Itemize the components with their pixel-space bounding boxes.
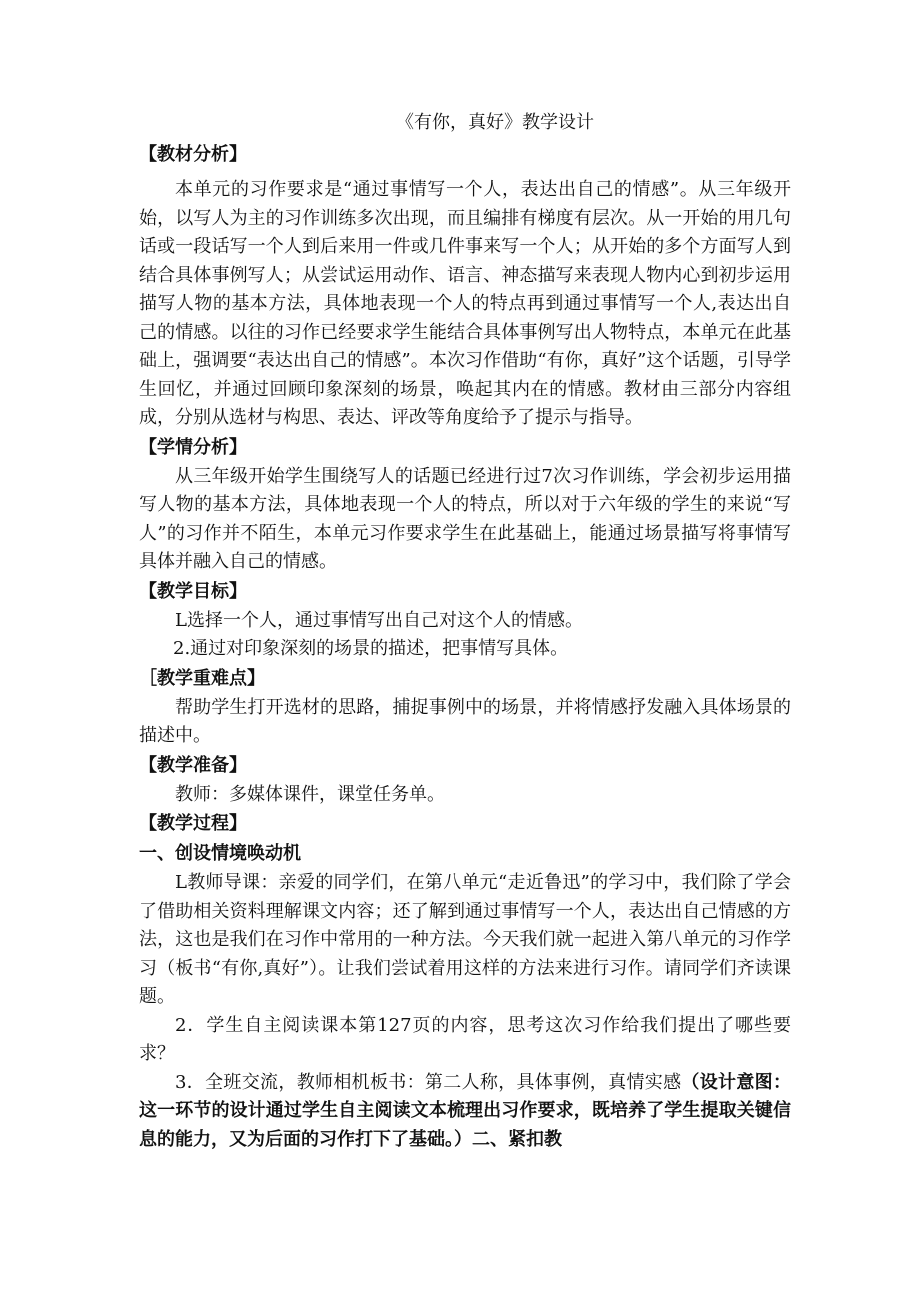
paragraph-preparation: 教师：多媒体课件，课堂任务单。: [175, 783, 445, 805]
document-title: 《有你，真好》教学设计: [396, 112, 594, 133]
design-intent-note: （设计意图：这一环节的设计通过学生自主阅读文本梳理出习作要求，既培养了学生提取关键信息的能力，又为后面的习作打下了基础。）二、紧扣教: [139, 1071, 792, 1150]
heading-textbook-analysis: 【教材分析】: [139, 144, 247, 165]
heading-objectives: 【教学目标】: [139, 580, 247, 602]
objective-item-2: 2.通过对印象深刻的场景的描述，把事情写具体。: [173, 638, 569, 659]
paragraph-process-step-1: L教师导课：亲爱的同学们，在第八单元“走近鲁迅”的学习中，我们除了学会了借助相关资料理解课文内容；还了解到通过事情写一个人，表达出自己情感的方法，这也是我们在习作中常用的一种方法。今天我们就一起进入第八单元的习作学习（板书“有你,真好”）。让我们尝试着用这样的方法来进行习作。请同学们齐读课题。: [139, 872, 791, 1007]
heading-process-part-1: 一、创设情境唤动机: [139, 843, 301, 864]
process-step-3-text: 3．全班交流，教师相机板书：第二人称，具体事例，真情实感: [175, 1071, 682, 1093]
heading-process: 【教学过程】: [139, 813, 247, 834]
heading-student-analysis: 【学情分析】: [139, 436, 247, 458]
paragraph-textbook-analysis: 本单元的习作要求是“通过事情写一个人，表达出自己的情感”。从三年级开始，以写人为主的习作训练多次出现，而且编排有梯度有层次。从一开始的用几句话或一段话写一个人到后来用一件或几件事来写一个人；从开始的多个方面写人到结合具体事例写人；从尝试运用动作、语言、神态描写来表现人物内心到初步运用描写人物的基本方法，具体地表现一个人的特点再到通过事情写一个人,表达出自己的情感。以往的习作已经要求学生能结合具体事例写出人物特点，本单元在此基础上，强调要“表达出自己的情感”。本次习作借助“有你，真好”这个话题，引导学生回忆，并通过回顾印象深刻的场景，唤起其内在的情感。教材由三部分内容组成，分别从选材与构思、表达、评改等角度给予了提示与指导。: [139, 179, 791, 428]
paragraph-process-step-3: [139, 1069, 791, 1155]
objective-item-1: L选择一个人，通过事情写出自己对这个人的情感。: [175, 609, 583, 631]
paragraph-process-step-2: 2．学生自主阅读课本第127页的内容，思考这次习作给我们提出了哪些要求？: [139, 1014, 791, 1064]
paragraph-student-analysis: 从三年级开始学生围绕写人的话题已经进行过7次习作训练，学会初步运用描写人物的基本方法，具体地表现一个人的特点，所以对于六年级的学生的来说“写人”的习作并不陌生，本单元习作要求学生在此基础上，能通过场景描写将事情写具体并融入自己的情感。: [139, 465, 791, 572]
paragraph-key-points: 帮助学生打开选材的思路，捕捉事例中的场景，并将情感抒发融入具体场景的描述中。: [139, 696, 791, 746]
heading-key-points: ［教学重难点】: [139, 667, 265, 689]
document-page: [139, 108, 791, 1154]
heading-preparation: 【教学准备】: [139, 754, 247, 776]
